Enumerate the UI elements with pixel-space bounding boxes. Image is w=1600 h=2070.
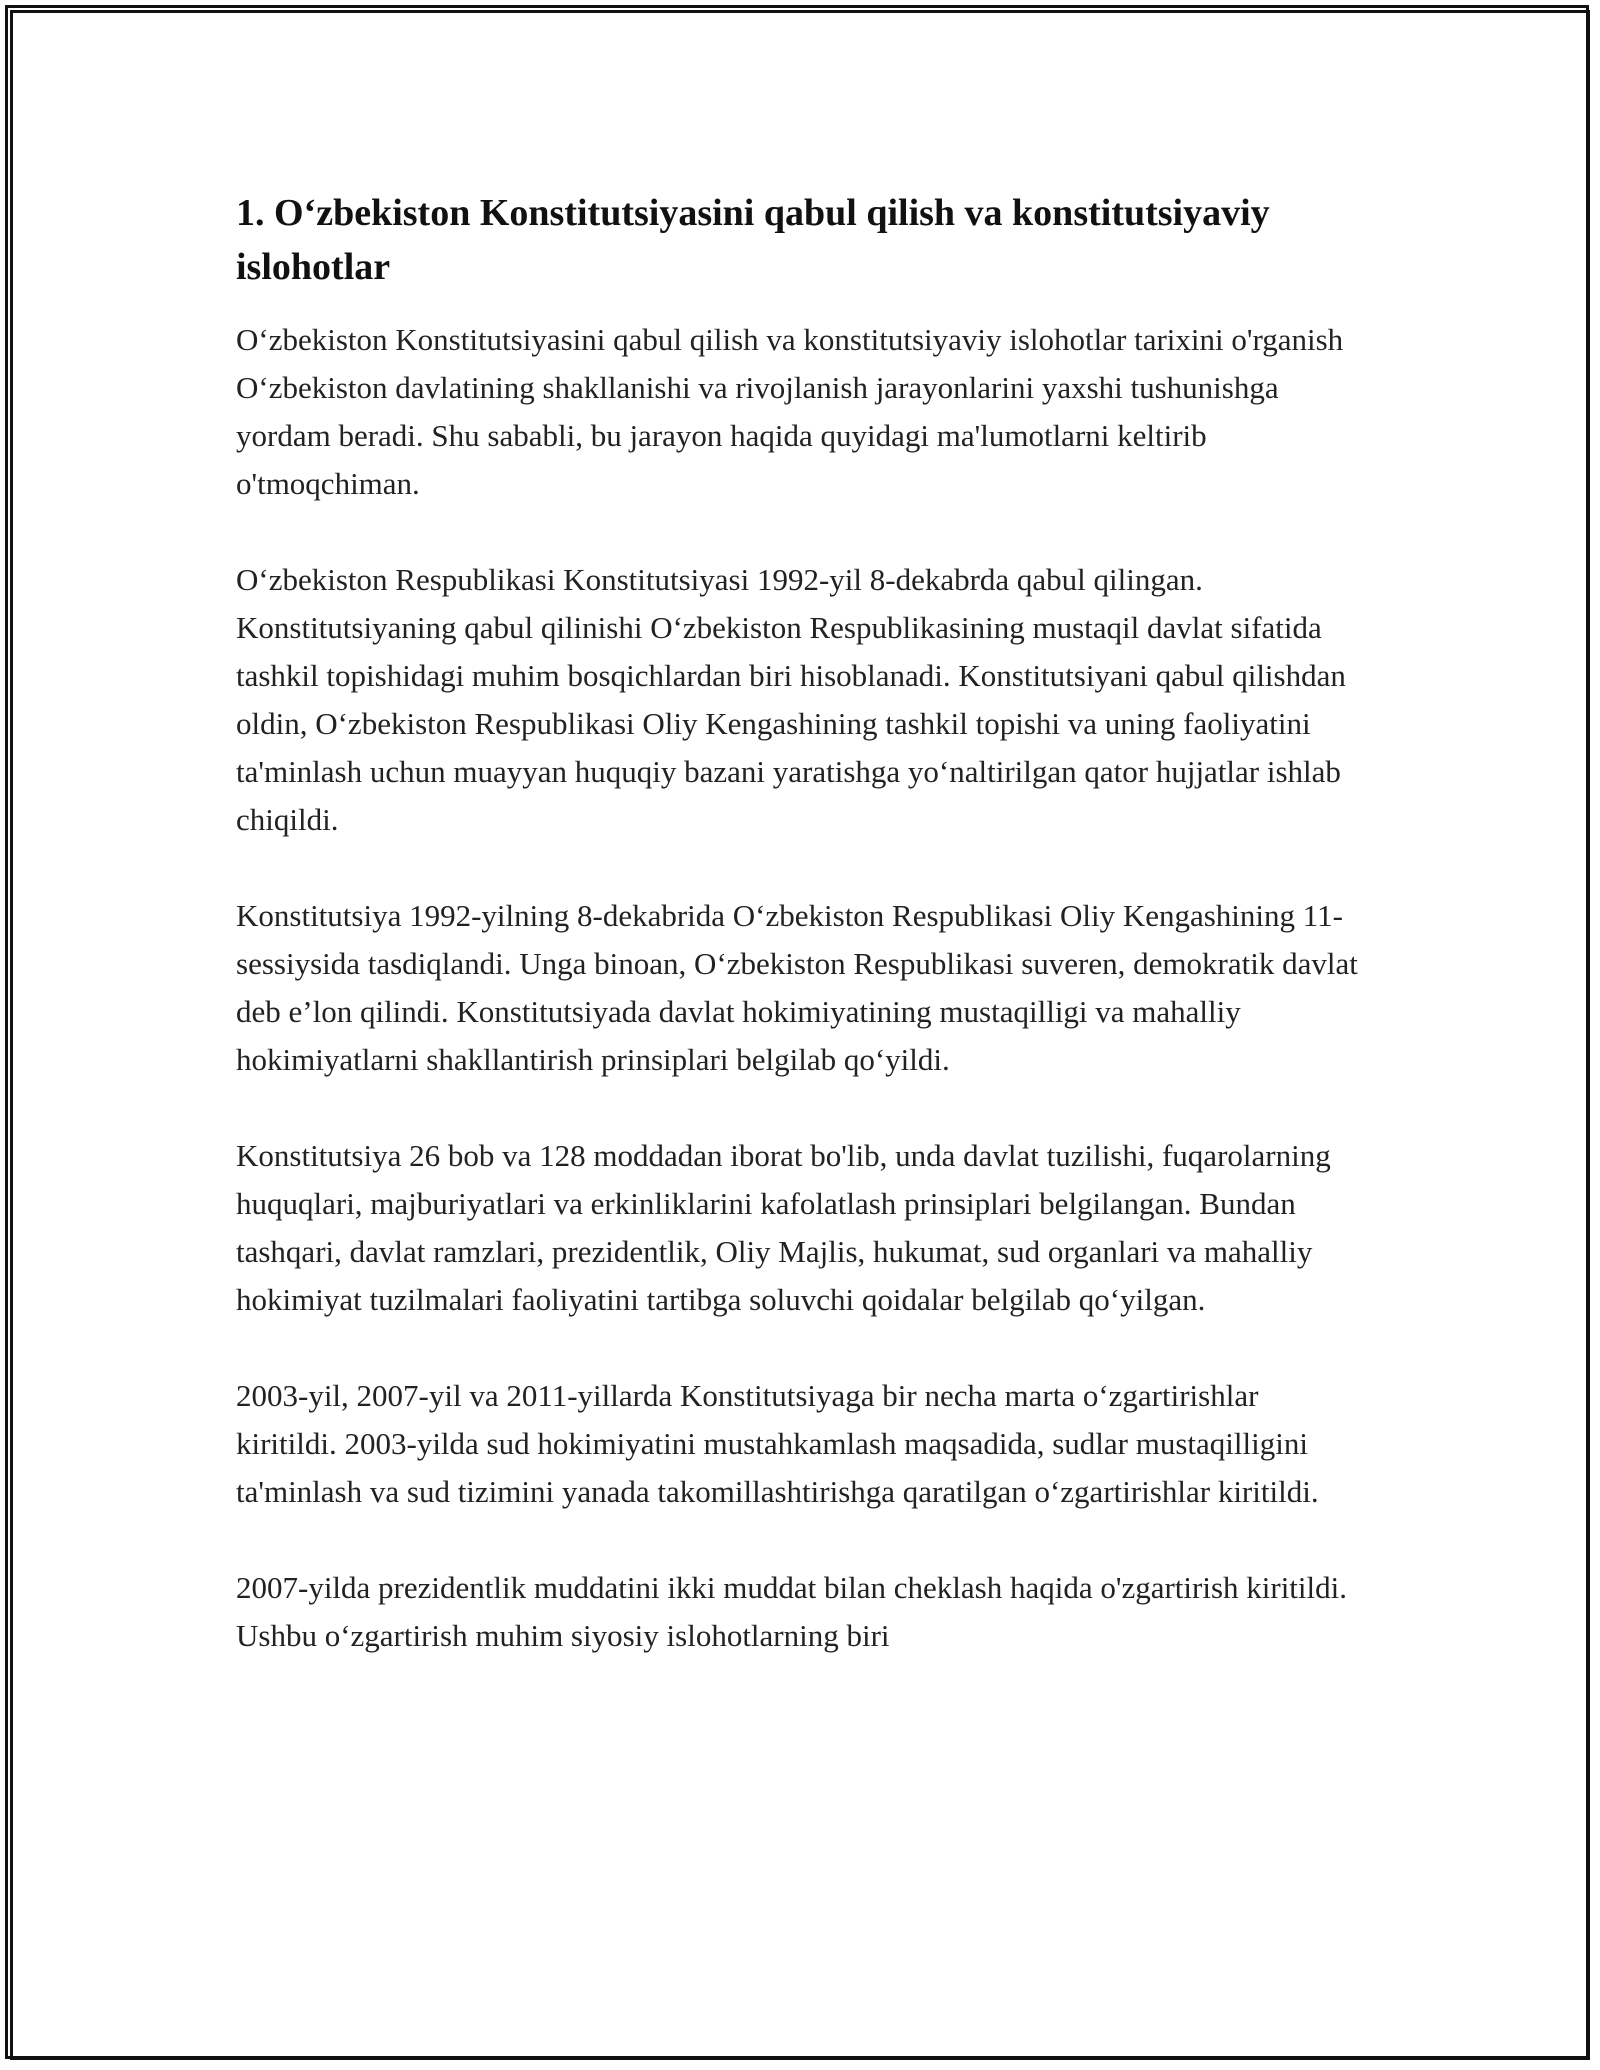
section-heading: 1. O‘zbekiston Konstitutsiyasini qabul qilish va konstitutsiyaviy islohotlar [236, 192, 1270, 288]
paragraph-structure: Konstitutsiya 26 bob va 128 moddadan iborat bo'lib, unda davlat tuzilishi, fuqarolarning huquqlari, majburiyatlari va erkinliklarini kafolatlash prinsiplari belgilangan. Bundan tashqari, davlat ramzlari, prezidentlik, Oliy Majlis, hukumat, sud organlari va mahalliy hokimiyat tuzilmalari faoliyatini tartibga soluvchi qoidalar belgilab qo‘yilgan. [236, 1138, 1331, 1317]
paragraph-approval: Konstitutsiya 1992-yilning 8-dekabrida O‘zbekiston Respublikasi Oliy Kengashining 11-sessiysida tasdiqlandi. Unga binoan, O‘zbekiston Respublikasi suveren, demokratik davlat deb e’lon qilindi. Konstitutsiyada davlat hokimiyatining mustaqilligi va mahalliy hokimiyatlarni shakllantirish prinsiplari belgilab qo‘yildi. [236, 898, 1358, 1077]
document-body [236, 186, 1366, 1708]
paragraph-adoption: O‘zbekiston Respublikasi Konstitutsiyasi 1992-yil 8-dekabrda qabul qilingan. Konstitutsiyaning qabul qilinishi O‘zbekiston Respublikasining mustaqil davlat sifatida tashkil topishidagi muhim bosqichlardan biri hisoblanadi. Konstitutsiyani qabul qilishdan oldin, O‘zbekiston Respublikasi Oliy Kengashining tashkil topishi va uning faoliyatini ta'minlash uchun muayyan huquqiy bazani yaratishga yo‘naltirilgan qator hujjatlar ishlab chiqildi. [236, 562, 1346, 837]
paragraph-presidential-term: 2007-yilda prezidentlik muddatini ikki muddat bilan cheklash haqida o'zgartirish kiritildi. Ushbu o‘zgartirish muhim siyosiy islohotlarning biri [236, 1570, 1348, 1653]
paragraph-amendments: 2003-yil, 2007-yil va 2011-yillarda Konstitutsiyaga bir necha marta o‘zgartirishlar kiritildi. 2003-yilda sud hokimiyatini mustahkamlash maqsadida, sudlar mustaqilligini ta'minlash va sud tizimini yanada takomillashtirishga qaratilgan o‘zgartirishlar kiritildi. [236, 1378, 1319, 1509]
paragraph-intro: O‘zbekiston Konstitutsiyasini qabul qilish va konstitutsiyaviy islohotlar tarixini o'rganish O‘zbekiston davlatining shakllanishi va rivojlanish jarayonlarini yaxshi tushunishga yordam beradi. Shu sababli, bu jarayon haqida quyidagi ma'lumotlarni keltirib o'tmoqchiman. [236, 322, 1344, 501]
